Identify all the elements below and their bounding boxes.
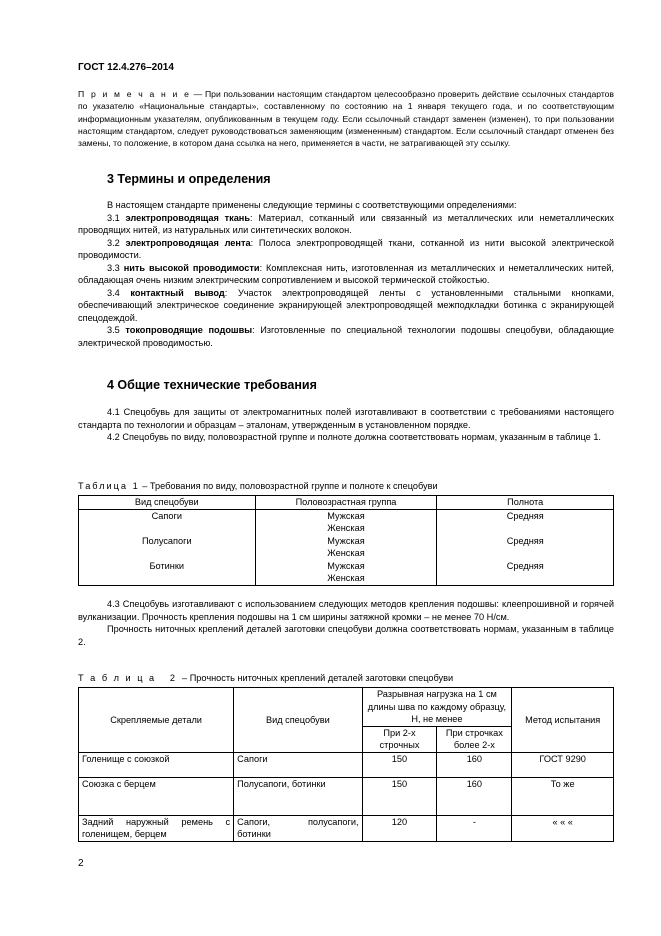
section-3-title: 3 Термины и определения [107,172,271,186]
table-header-cell: При 2-х строчных [362,726,437,752]
table-2-caption: Т а б л и ц а 2 – Прочность ниточных креплений деталей заготовки спецобуви [78,673,454,683]
table-row: Женская [79,572,614,585]
table-header-cell: Метод испытания [512,688,614,753]
section-4-body-b [78,598,614,648]
note-label: П р и м е ч а н и е [78,89,191,99]
table-header-cell: Полнота [437,496,614,510]
table-header-cell: Разрывная нагрузка на 1 см длины шва по каждому образцу, Н, не менее [362,688,512,727]
para-4-3-cont: Прочность ниточных креплений деталей заготовки спецобуви должна соответствовать нормам, указанным в таблице 2. [78,624,614,647]
table-header-cell: Половозрастная группа [255,496,437,510]
page-number: 2 [78,858,84,869]
table-header-cell: Вид спецобуви [234,688,362,753]
term-3-1: 3.1 электропроводящая ткань: Материал, сотканный или связанный из металлических или неметаллических проводящих нитей, из натуральных или синтетических волокон. [78,212,614,235]
table-row: Задний наружный ремень с голенищем, берцем Сапоги, полусапоги, ботинки 120 - « « « [79,815,614,841]
section-4-body-a [78,406,614,444]
table-row: Союзка с берцем Полусапоги, ботинки 150 160 То же [79,777,614,815]
term-3-5: 3.5 токопроводящие подошвы: Изготовленные по специальной технологии подошвы спецобуви, обладающие электрической проводимостью. [78,325,615,348]
table-row: Ботинки Мужская Средняя [79,560,614,573]
table-1 [78,495,614,586]
section-4-title: 4 Общие технические требования [107,378,317,392]
table-header-cell: Скрепляемые детали [79,688,234,753]
table-row: Женская [79,547,614,560]
para-4-3: 4.3 Спецобувь изготавливают с использованием следующих методов крепления подошвы: клеепрошивной и горячей вулканизации. Прочность крепления подошвы на 1 см ширины затяжной кромки – не менее 70 Н/см. [78,599,614,622]
table-row: Голенище с союзкой Сапоги 150 160 ГОСТ 9290 [79,752,614,777]
table-row: Полусапоги Мужская Средняя [79,535,614,548]
note-block [78,88,614,149]
term-3-3: 3.3 нить высокой проводимости: Комплексная нить, изготовленная из металлических и неметаллических нитей, обладающая очень низким электрическим сопротивлением и высокой термической стойкостью. [78,262,614,285]
table-row: Сапоги Мужская Средняя [79,509,614,522]
term-3-2: 3.2 электропроводящая лента: Полоса электропроводящей ткани, сотканной из нити высокой электрической проводимости. [78,237,614,260]
table-header-cell: При строчках более 2-х [437,726,512,752]
table-row [79,688,614,727]
para-4-1: 4.1 Спецобувь для защиты от электромагнитных полей изготавливают в соответствии с требованиями настоящего стандарта по технологии и образцам – эталонам, утвержденным в установленном порядке. [78,407,614,430]
section-3-intro: В настоящем стандарте применены следующие термины с соответствующими определениями: [107,200,517,210]
note-text: — При пользовании настоящим стандартом целесообразно проверить действие ссылочных стандартов по указателю «Национальные стандарты», составленному по состоянию на 1 января текущего года, и по соответствующим информационным указателям, опубликованным в текущем году. Если ссылочный стандарт заменен (изменен), то при пользовании настоящим стандартом, следует руководствоваться заменяющим (измененным) стандартом. Если ссылочный стандарт отменен без замены, то положение, в котором дана ссылка на него, применяется в части, не затрагивающей эту ссылку. [78,89,615,149]
table-1-caption: Таблица 1 – Требования по виду, половозрастной группе и полноте к спецобуви [78,481,438,491]
term-3-4: 3.4 контактный вывод: Участок электропроводящей ленты с установленными стальными кнопками, обеспечивающий электрическое соединение экранирующей электропроводящей межподкладки ботинка с экранирующей спецодеждой. [78,287,615,323]
table-header-cell: Вид спецобуви [79,496,256,510]
table-row [79,496,614,510]
table-row: Женская [79,522,614,535]
document-header: ГОСТ 12.4.276–2014 [78,62,174,73]
table-2 [78,687,614,842]
section-3-body [78,199,614,349]
para-4-2: 4.2 Спецобувь по виду, половозрастной группе и полноте должна соответствовать нормам, указанным в таблице 1. [107,432,601,442]
